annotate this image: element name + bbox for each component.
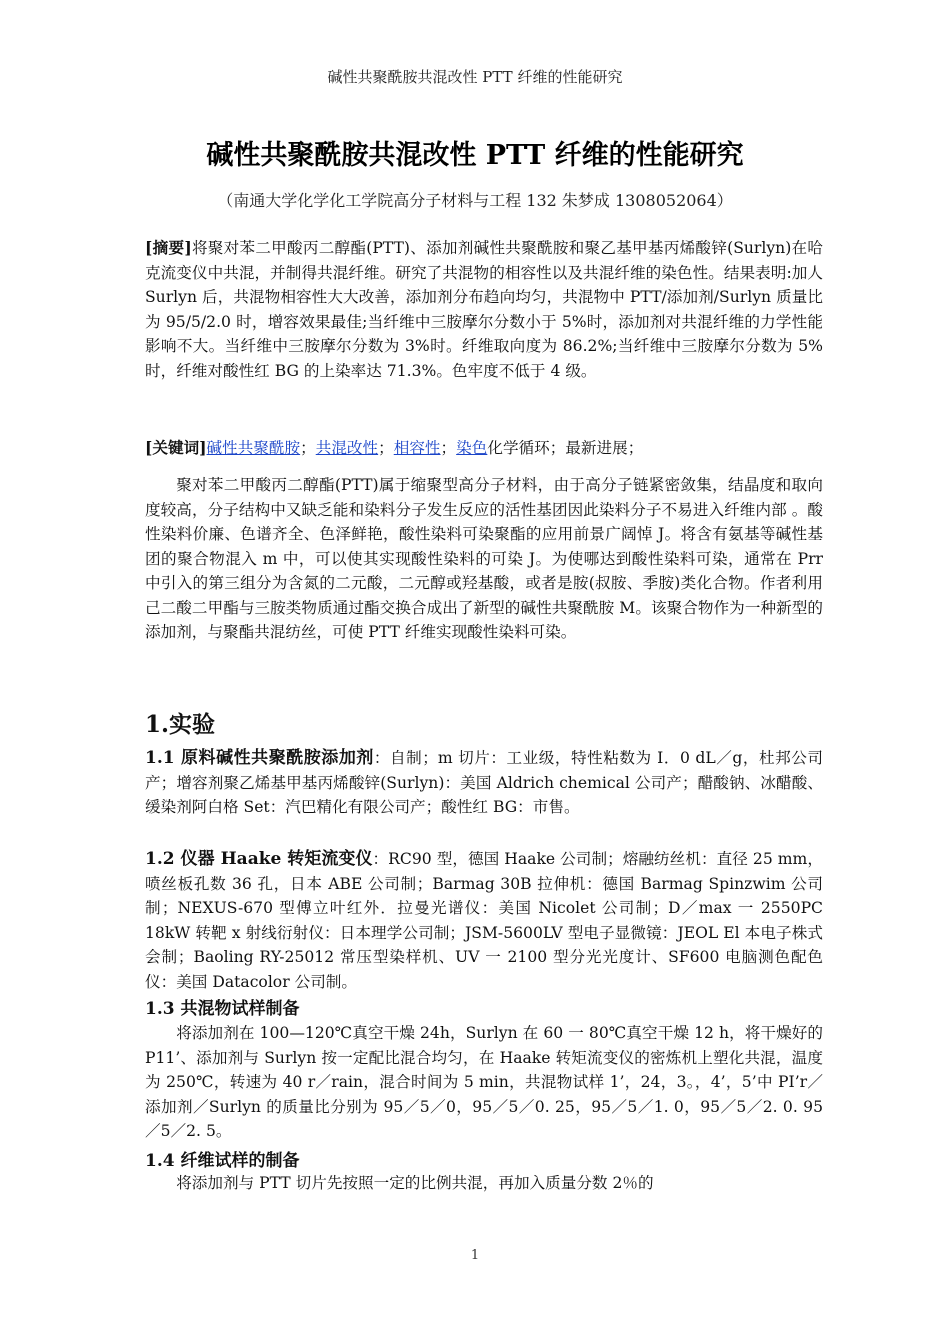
section-1-4-heading: 1.4 纤维试样的制备 (145, 1151, 300, 1171)
keywords-rest: 化学循环；最新进展； (487, 439, 644, 457)
keyword-separator: ； (378, 439, 394, 457)
keyword-link-basic-copolyamide[interactable]: 碱性共聚酰胺 (206, 439, 301, 457)
section-1-4-text: 将添加剂与 PTT 切片先按照一定的比例共混，再加入质量分数 2％的 (176, 1174, 654, 1192)
page-number: 1 (470, 1248, 480, 1263)
section-heading-experiment: 1.实验 (145, 711, 216, 738)
author-affiliation: （南通大学化学化工学院高分子材料与工程 132 朱梦成 1308052064） (217, 191, 733, 210)
section-1-1 (145, 746, 823, 820)
section-1-1-text: ：自制；m 切片：工业级，特性粘数为 I．0 dL／g，杜邦公司产；增容剂聚乙烯基甲基丙烯酸锌(Surlyn)：美国 Aldrich chemical 公司产；醋酸钠、冰醋酸、缓染剂阿白格 Set：汽巴精化有限公司产；酸性红 BG：市售。 (145, 749, 823, 816)
abstract-text: 将聚对苯二甲酸丙二醇酯(PTT)、添加剂碱性共聚酰胺和聚乙基甲基丙烯酸锌(Surlyn)在哈克流变仪中共混，并制得共混纤维。研究了共混物的相容性以及共混纤维的染色性。结果表明:加人 Surlyn 后，共混物相容性大大改善，添加剂分布趋向均匀，共混物中 PTT/添加剂/Surlyn 质量比为 95/5/2.0 时，增容效果最佳;当纤维中三胺摩尔分数小于 5%时，添加剂对共混纤维的力学性能影响不大。当纤维中三胺摩尔分数为 3%时。纤维取向度为 86.2%;当纤维中三胺摩尔分数为 5%时，纤维对酸性红 BG 的上染率达 71.3%。色牢度不低于 4 级。 (145, 239, 823, 380)
section-1-2 (145, 847, 839, 994)
section-1-2-text: ：RC90 型，德国 Haake 公司制；熔融纺丝机：直径 25 mm，喷丝板孔数 36 孔，日本 ABE 公司制；Barmag 30B 拉伸机：德国 Barmag Spinzwim 公司制；NEXUS-670 型傅立叶红外．拉曼光谱仪：美国 Nicolet 公司制；D／max 一 2550PC 18kW 转靶 x 射线衍射仪：日本理学公司制；JSM-5600LV 型电子显微镜：JEOL El 本电子株式会制；Baoling RY-25012 常压型染样机、UV 一 2100 型分光光度计、SF600 电脑测色配色仪：美国 Datacolor 公司制。 (145, 850, 839, 991)
section-1-1-heading: 1.1 原料碱性共聚酰胺添加剂 (145, 748, 374, 768)
section-1-3-heading: 1.3 共混物试样制备 (145, 999, 300, 1019)
section-1-3-text: 将添加剂在 100—120℃真空干燥 24h，Surlyn 在 60 一 80℃真空干燥 12 h，将干燥好的 P11’、添加剂与 Surlyn 按一定配比混合均匀，在 Haake 转矩流变仪的密炼机上塑化共混，温度为 250℃，转速为 40 r／rain，混合时间为 5 min，共混物试样 1’，24，3。，4’，5’中 PI’r／添加剂／Surlyn 的质量比分别为 95／5／0，95／5／0. 25，95／5／1. 0，95／5／2. 0. 95／5／2. 5。 (145, 1024, 823, 1140)
intro-paragraph: 聚对苯二甲酸丙二醇酯(PTT)属于缩聚型高分子材料，由于高分子链紧密敛集，结晶度和取向度较高，分子结构中又缺乏能和染料分子发生反应的活性基团因此染料分子不易进入纤维内部 。酸性染料价廉、色谱齐全、色泽鲜艳，酸性染料可染聚酯的应用前景广阔悼 J。将含有氨基等碱性基团的聚合物混入 m 中，可以使其实现酸性染料的可染 J。为使哪达到酸性染料可染，通常在 Prr 中引入的第三组分为含氮的二元酸，二元醇或羟基酸，或者是胺(叔胺、季胺)类化合物。作者利用己二酸二甲酯与三胺类物质通过酯交换合成出了新型的碱性共聚酰胺 M。该聚合物作为一种新型的添加剂，与聚酯共混纺丝，可使 PTT 纤维实现酸性染料可染。 (145, 476, 823, 641)
keyword-link-compatibility[interactable]: 相容性 (393, 439, 441, 457)
keyword-separator: ； (440, 439, 457, 457)
keyword-link-blend-modification[interactable]: 共混改性 (315, 439, 379, 457)
keyword-separator: ； (300, 439, 316, 457)
section-1-2-heading: 1.2 仪器 Haake 转矩流变仪 (145, 849, 373, 869)
document-title: 碱性共聚酰胺共混改性 PTT 纤维的性能研究 (206, 140, 744, 171)
abstract-paragraph (145, 236, 823, 383)
abstract-label: [摘要] (145, 238, 192, 257)
running-header: 碱性共聚酰胺共混改性 PTT 纤维的性能研究 (327, 68, 623, 86)
keywords-line (145, 436, 823, 461)
keywords-label: [关键词] (145, 438, 207, 457)
keyword-link-dyeing[interactable]: 染色 (456, 439, 488, 457)
